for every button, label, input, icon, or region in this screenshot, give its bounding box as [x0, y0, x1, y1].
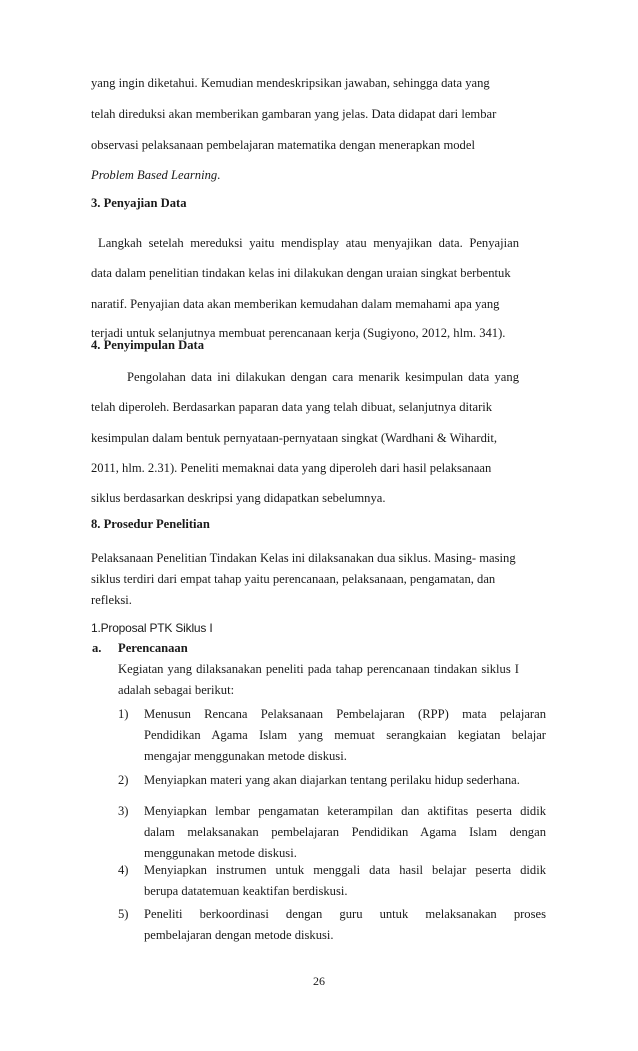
intro-italic-term: Problem Based Learning [91, 168, 218, 182]
section-3-line-3: naratif. Penyajian data akan memberikan kemudahan dalam memahami apa yang [91, 297, 500, 311]
list-item-3-line-3: menggunakan metode diskusi. [144, 846, 297, 860]
intro-line-1: yang ingin diketahui. Kemudian mendeskripsikan jawaban, sehingga data yang [91, 76, 490, 90]
section-8-line-2: siklus terdiri dari empat tahap yaitu perencanaan, pelaksanaan, pengamatan, dan [91, 572, 496, 586]
list-item-1-number: 1) [118, 707, 129, 721]
list-item-5 [118, 906, 546, 951]
intro-line-4-end: . [217, 168, 221, 182]
list-item-3-line-2: dalam melaksanakan pembelajaran Pendidikan Agama Islam dengan [144, 825, 546, 839]
proposal-heading: 1.Proposal PTK Siklus I [91, 621, 213, 635]
section-8-line-1: Pelaksanaan Penelitian Tindakan Kelas ini dilaksanakan dua siklus. Masing- masing [91, 551, 516, 565]
list-item-2-line-1: Menyiapkan materi yang akan diajarkan tentang perilaku hidup sederhana. [144, 773, 520, 787]
intro-line-4 [91, 167, 220, 183]
section-3-line-4: terjadi untuk selanjutnya membuat perencanaan kerja (Sugiyono, 2012, hlm. 341). [91, 326, 506, 340]
list-item-4-number: 4) [118, 863, 129, 877]
list-item-3-line-1: Menyiapkan lembar pengamatan keterampilan dan aktifitas peserta didik [144, 804, 546, 818]
list-item-1-line-1: Menusun Rencana Pelaksanaan Pembelajaran (RPP) mata pelajaran [144, 707, 546, 721]
list-item-1-line-2: Pendidikan Agama Islam yang memuat serangkaian kegiatan belajar [144, 728, 546, 742]
section-3-heading: 3. Penyajian Data [91, 196, 187, 210]
intro-line-2: telah direduksi akan memberikan gambaran yang jelas. Data didapat dari lembar [91, 107, 497, 121]
list-item-2-number: 2) [118, 773, 129, 787]
list-item-1-line-3: mengajar menggunakan metode diskusi. [144, 749, 347, 763]
section-4-line-4: 2011, hlm. 2.31). Peneliti memaknai data yang diperoleh dari hasil pelaksanaan [91, 461, 492, 475]
list-item-4 [118, 862, 546, 907]
section-8-heading: 8. Prosedur Penelitian [91, 517, 210, 531]
section-3-line-2: data dalam penelitian tindakan kelas ini dilakukan dengan uraian singkat berbentuk [91, 266, 511, 280]
page-number: 26 [313, 974, 325, 988]
subsection-marker: a. [92, 641, 102, 655]
section-4-heading: 4. Penyimpulan Data [91, 338, 205, 352]
list-item-3-number: 3) [118, 804, 129, 818]
section-4-line-1: Pengolahan data ini dilakukan dengan cara menarik kesimpulan data yang [127, 370, 519, 384]
list-item-4-line-1: Menyiapkan instrumen untuk menggali data hasil belajar peserta didik [144, 863, 546, 877]
section-4-line-2: telah diperoleh. Berdasarkan paparan data yang telah dibuat, selanjutnya ditarik [91, 400, 493, 414]
intro-line-3: observasi pelaksanaan pembelajaran matematika dengan menerapkan model [91, 138, 475, 152]
list-item-4-line-2: berupa datatemuan keaktifan berdiskusi. [144, 884, 348, 898]
section-4-line-5: siklus berdasarkan deskripsi yang didapatkan sebelumnya. [91, 491, 386, 505]
subsection-heading: Perencanaan [118, 641, 188, 655]
list-item-5-line-1: Peneliti berkoordinasi dengan guru untuk melaksanakan proses [144, 907, 546, 921]
subsection-line-1: Kegiatan yang dilaksanakan peneliti pada tahap perencanaan tindakan siklus I [118, 662, 519, 676]
list-item-5-number: 5) [118, 907, 129, 921]
section-8-line-3: refleksi. [91, 593, 132, 607]
section-4-line-3: kesimpulan dalam bentuk pernyataan-pernyataan singkat (Wardhani & Wihardit, [91, 431, 498, 445]
list-item-1 [118, 706, 546, 776]
list-item-2 [118, 772, 519, 792]
section-3-line-1: Langkah setelah mereduksi yaitu mendisplay atau menyajikan data. Penyajian [98, 236, 519, 250]
list-item-5-line-2: pembelajaran dengan metode diskusi. [144, 928, 334, 942]
subsection-line-2: adalah sebagai berikut: [118, 683, 235, 697]
